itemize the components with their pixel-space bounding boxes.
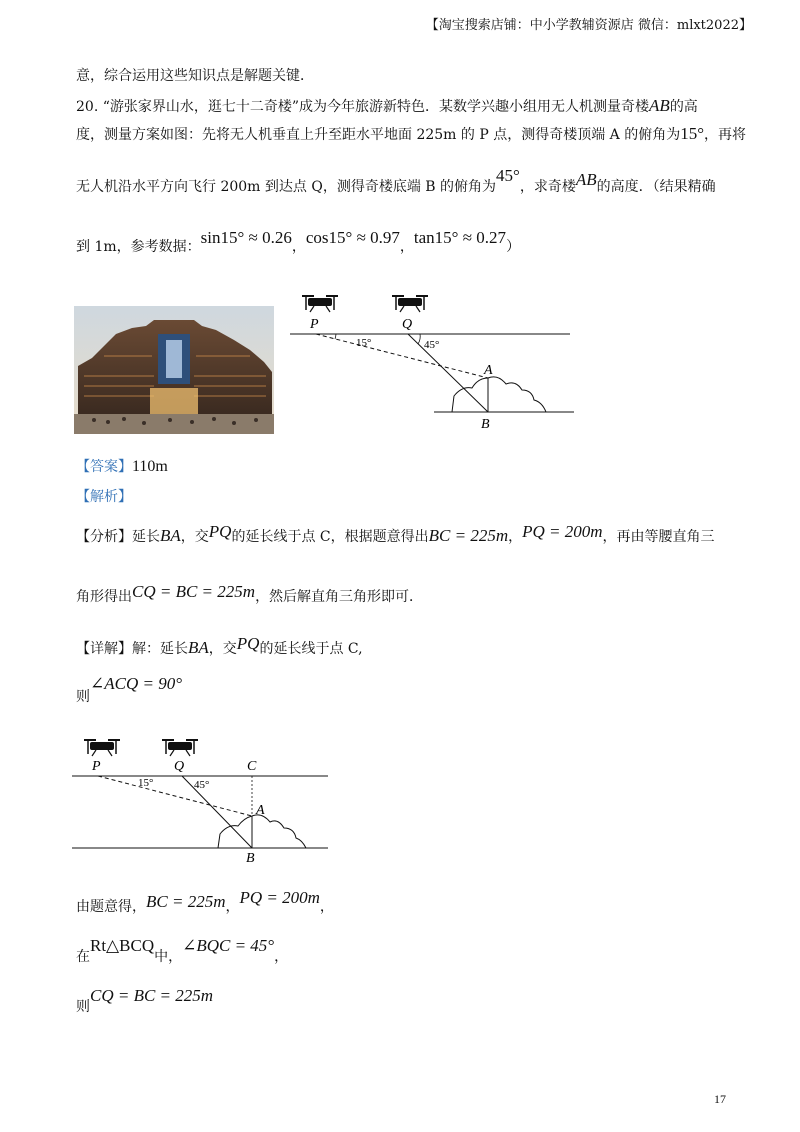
text: 由题意得， <box>76 899 146 915</box>
text: 在 <box>76 949 90 965</box>
sight-line-pa <box>316 334 488 378</box>
fenxi-line-2 <box>76 582 424 607</box>
math-eq-pq: PQ = 200m <box>239 888 320 907</box>
question-text: 到 1m，参考数据： <box>76 239 201 255</box>
ref-sin: sin15° ≈ 0.26 <box>200 228 292 247</box>
figure-1-diagram <box>284 286 584 436</box>
drone-p-icon <box>84 740 120 756</box>
building-photo <box>74 306 274 434</box>
building-outline <box>452 377 546 412</box>
text: ，交 <box>180 529 209 545</box>
step-3 <box>76 986 214 1017</box>
math-pq: PQ <box>208 522 232 541</box>
label-angle-45: 45° <box>194 779 210 791</box>
step-1 <box>76 888 334 917</box>
text: 角形得出 <box>76 589 132 605</box>
detail-line-2 <box>76 674 183 707</box>
detail-line-1 <box>76 634 363 659</box>
label-b: B <box>246 851 255 866</box>
text: 解：延长 <box>132 641 188 657</box>
label-q: Q <box>402 317 413 332</box>
label-a: A <box>484 363 493 378</box>
text: ， <box>508 529 523 545</box>
label-angle-15: 15° <box>356 337 372 349</box>
math-ab: AB <box>649 96 670 115</box>
question-text: ，再将 <box>704 127 747 143</box>
sight-line-qb <box>408 334 488 412</box>
math-angle-acq: ∠ACQ = 90° <box>90 674 183 693</box>
detail-tag: 【详解】 <box>76 641 132 657</box>
answer-tag: 【答案】 <box>76 459 132 475</box>
page-number: 17 <box>714 1092 726 1106</box>
text: ，然后解直角三角形即可． <box>255 589 424 605</box>
comma: ， <box>319 899 334 915</box>
question-line-3 <box>76 166 716 197</box>
math-pq: PQ <box>236 634 260 653</box>
text: ，交 <box>208 641 237 657</box>
label-p: P <box>92 759 101 774</box>
text: 则 <box>76 689 90 705</box>
question-text: 无人机沿水平方向飞行 200m 到达点 Q，测得奇楼底端 B 的俯角为 <box>76 179 497 195</box>
text: 则 <box>76 999 90 1015</box>
label-c: C <box>247 759 257 774</box>
math-ba: BA <box>160 526 181 545</box>
math-eq-cq: CQ = BC = 225m <box>132 582 256 601</box>
ref-tan: tan15° ≈ 0.27 <box>413 228 507 247</box>
close-paren: ） <box>506 239 521 255</box>
comma: ， <box>274 949 289 965</box>
figure-2-diagram <box>66 730 336 866</box>
math-ba: BA <box>188 638 209 657</box>
question-text: ，求奇楼 <box>519 179 576 195</box>
ref-cos: cos15° ≈ 0.97 <box>305 228 400 247</box>
math-eq-pq: PQ = 200m <box>522 522 603 541</box>
question-line-2 <box>76 124 746 145</box>
math-ab: AB <box>575 170 597 189</box>
question-line-1 <box>76 96 698 117</box>
step-2 <box>76 936 289 967</box>
fenxi-line-1 <box>76 522 715 547</box>
intro-line: 意，综合运用这些知识点是解题关键． <box>76 68 314 84</box>
math-angle-15: 15° <box>680 124 705 143</box>
text: 延长 <box>132 529 160 545</box>
math-eq-cq: CQ = BC = 225m <box>90 986 214 1005</box>
question-number: 20. <box>76 99 99 115</box>
label-p: P <box>310 317 319 332</box>
drone-q-icon <box>162 740 198 756</box>
sight-line-qb <box>182 776 252 848</box>
answer-value: 110m <box>132 458 168 475</box>
question-text: 度，测量方案如图：先将无人机垂直上升至距水平地面 225m 的 P 点，测得奇楼顶端 A 的俯角为 <box>76 127 681 143</box>
question-text: 的高 <box>669 99 698 115</box>
label-q: Q <box>174 759 185 774</box>
building-outline <box>218 815 306 848</box>
label-angle-45: 45° <box>424 339 440 351</box>
question-text: 的高度．（结果精确 <box>596 179 716 195</box>
math-angle-45: 45° <box>496 166 520 185</box>
comma: ， <box>291 239 306 255</box>
sight-line-pa <box>98 776 252 816</box>
label-b: B <box>481 417 490 432</box>
fenxi-tag: 【分析】 <box>76 529 132 545</box>
question-line-4 <box>76 228 521 257</box>
answer-line <box>76 456 168 476</box>
drone-p-icon <box>302 296 338 312</box>
text: 中， <box>154 949 183 965</box>
comma: ， <box>225 899 240 915</box>
question-text: “游张家界山水，逛七十二奇楼”成为今年旅游新特色．某数学兴趣小组用无人机测量奇楼 <box>102 99 650 115</box>
label-angle-15: 15° <box>138 777 154 789</box>
analysis-tag: 【解析】 <box>76 489 132 505</box>
label-a: A <box>256 803 265 818</box>
text: 的延长线于点 C，根据题意得出 <box>231 529 429 545</box>
text: ，再由等腰直角三 <box>602 529 715 545</box>
math-eq-bc: BC = 225m <box>428 526 509 545</box>
drone-q-icon <box>392 296 428 312</box>
math-rt-triangle: Rt△BCQ <box>90 936 155 955</box>
math-angle-bqc: ∠BQC = 45° <box>182 936 275 955</box>
page-header: 【淘宝搜索店铺：中小学教辅资源店 微信：mlxt2022】 <box>425 18 752 33</box>
text: 的延长线于点 C, <box>259 641 363 657</box>
comma: ， <box>399 239 414 255</box>
math-eq-bc: BC = 225m <box>146 892 226 911</box>
